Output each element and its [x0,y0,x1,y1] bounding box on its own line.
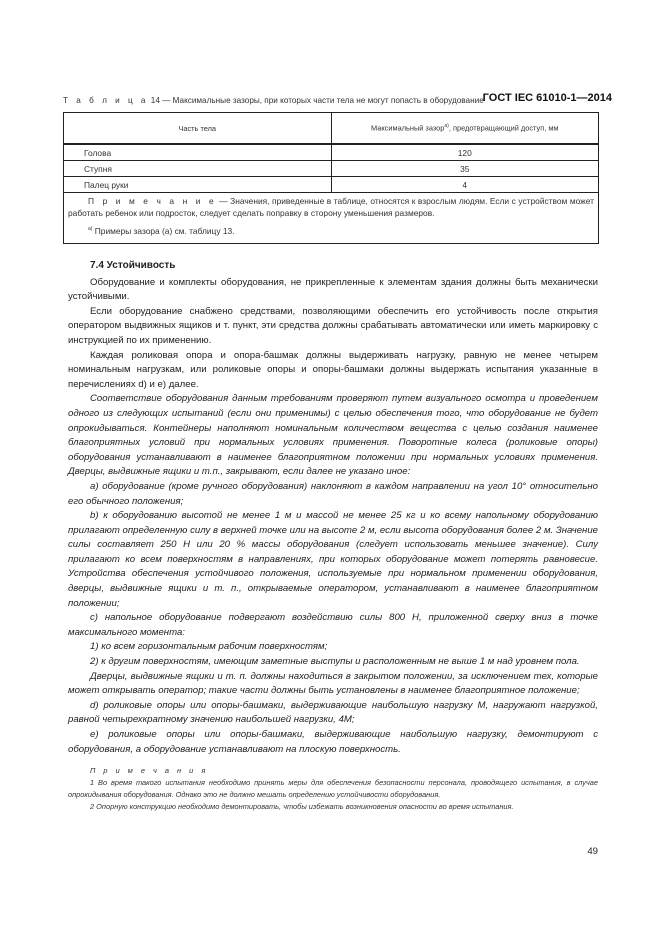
section-heading: 7.4 Устойчивость [90,260,176,271]
gap-value-cell: 4 [331,177,599,193]
body-part-cell: Палец руки [64,177,332,193]
body-part-cell: Ступня [64,161,332,177]
table-note [64,193,599,244]
test-subitem-1: 1) ко всем горизонтальным рабочим поверхностям; [90,641,328,653]
section-body [68,259,598,813]
test-item-e: e) роликовые опоры или опоры-башмаки, выдерживающие наибольшую нагрузку, демонтируют с оборудования, а оборудование устанавливают на плоскую поверхность. [68,729,598,755]
table-row [64,161,599,177]
compliance-paragraph: Соответствие оборудования данным требованиям проверяют путем визуального осмотра и проведением одного из следующих испытаний (если они применимы) с целью обеспечения того, что оборудование не будет опрокидываться. Контейнеры наполняют номинальным количеством вещества с целью создания наименее благоприятных условий при нормальных условиях применения. Поворотные колеса (роликовые опоры) оборудования устанавливают в наименее благоприятном положении при нормальных условиях применения. Дверцы, выдвижные ящики и т.п., закрывают, если далее не указано иное: [68,393,598,478]
paragraph: Оборудование и комплекты оборудования, не прикрепленные к элементам здания должны быть механически устойчивыми. [68,276,598,303]
col2-text-rest: , предотвращающий доступ, мм [448,123,559,133]
test-item-c: c) напольное оборудование подвергают воздействию силы 800 Н, приложенной сверху вниз в точке максимального момента: [68,612,598,638]
column-header-max-gap [331,113,599,145]
notes-label: П р и м е ч а н и я [90,766,209,776]
footnote [68,224,594,237]
table-caption [63,96,484,105]
body-part-cell: Голова [64,144,332,161]
note-item: 1 Во время такого испытания необходимо принять меры для обеспечения безопасности персонала, проводящего испытания, в случае опрокидывания оборудования. Однако это не должно мешать определению устойчивости оборудования. [68,778,598,800]
notes-block [68,765,598,813]
table-header-row [64,113,599,145]
col2-text: Максимальный зазор [371,123,445,133]
note-paragraph [68,196,594,219]
test-item-d: d) роликовые опоры или опоры-башмаки, выдерживающие наибольшую нагрузку М, нагружают нагрузкой, равной четырехкратному значению наибольшей нагрузки, 4М; [68,699,598,726]
gap-value-cell: 120 [331,144,599,161]
note-label: П р и м е ч а н и е [88,196,217,206]
note-item: 2 Опорную конструкцию необходимо демонтировать, чтобы избежать возникновения опасности во время испытания. [90,802,514,812]
footnote-ref: а) [444,123,449,130]
paragraph: Дверцы, выдвижные ящики и т. п. должны находиться в закрытом положении, за исключением тех, которые может открывать оператор; такие части должны быть установлены в наименее благоприятное положение; [68,670,598,697]
test-subitem-2: 2) к другим поверхностям, имеющим заметные выступы и расположенным не выше 1 м над уровнем пола. [90,656,580,668]
note-text: — Значения, приведенные в таблице, относятся к взрослым людям. Если с устройством может работать ребенок или подросток, следует сделать поправку в сторону уменьшения размеров. [68,196,594,218]
footnote-mark: а) [88,226,93,232]
gap-value-cell: 35 [331,161,599,177]
column-header-body-part: Часть тела [64,113,332,145]
table-caption-text: 14 — Максимальные зазоры, при которых части тела не могут попасть в оборудование [150,96,484,105]
footnote-text: Примеры зазора (a) см. таблицу 13. [92,225,235,236]
test-item-a: a) оборудование (кроме ручного оборудования) наклоняют в каждом направлении на угол 10° относительно его обычного положения; [68,480,598,507]
table-caption-prefix: Т а б л и ц а [63,96,149,105]
test-item-b: b) к оборудованию высотой не менее 1 м и массой не менее 25 кг и ко всему напольному оборудованию прилагают определенную силу в верхней точке или на высоте 2 м, если высота оборудования более 2 м. Значение силы составляет 250 Н или 20 % массы оборудования (следует использовать меньшее значение). Силу прилагают ко всем поверхностям в направлениях, при которых оборудование может потерять равновесие. Устройства обеспечения устойчивого положения, используемые при нормальном применении оборудования, дверцы, выдвижные ящики и т. п., открываемые оператором, устанавливают в наименее благоприятном положении; [68,510,598,609]
page-number: 49 [587,846,598,857]
table-row [64,144,599,161]
paragraph: Каждая роликовая опора и опора-башмак должны выдерживать нагрузку, равную не менее четырем номинальным нагрузкам, или роликовые опоры и опоры-башмаки должны выдержать испытания указанные в перечислениях d) и e) далее. [68,349,598,390]
gap-table [63,112,599,244]
table-row [64,177,599,193]
paragraph: Если оборудование снабжено средствами, позволяющими обеспечить его устойчивость после открытия оператором выдвижных ящиков и т. пункт, эти средства должны срабатывать автоматически или иметь маркировку с инструкцией по их применению. [68,305,598,346]
standard-header: ГОСТ IEC 61010-1—2014 [482,92,612,104]
table-note-row [64,193,599,244]
